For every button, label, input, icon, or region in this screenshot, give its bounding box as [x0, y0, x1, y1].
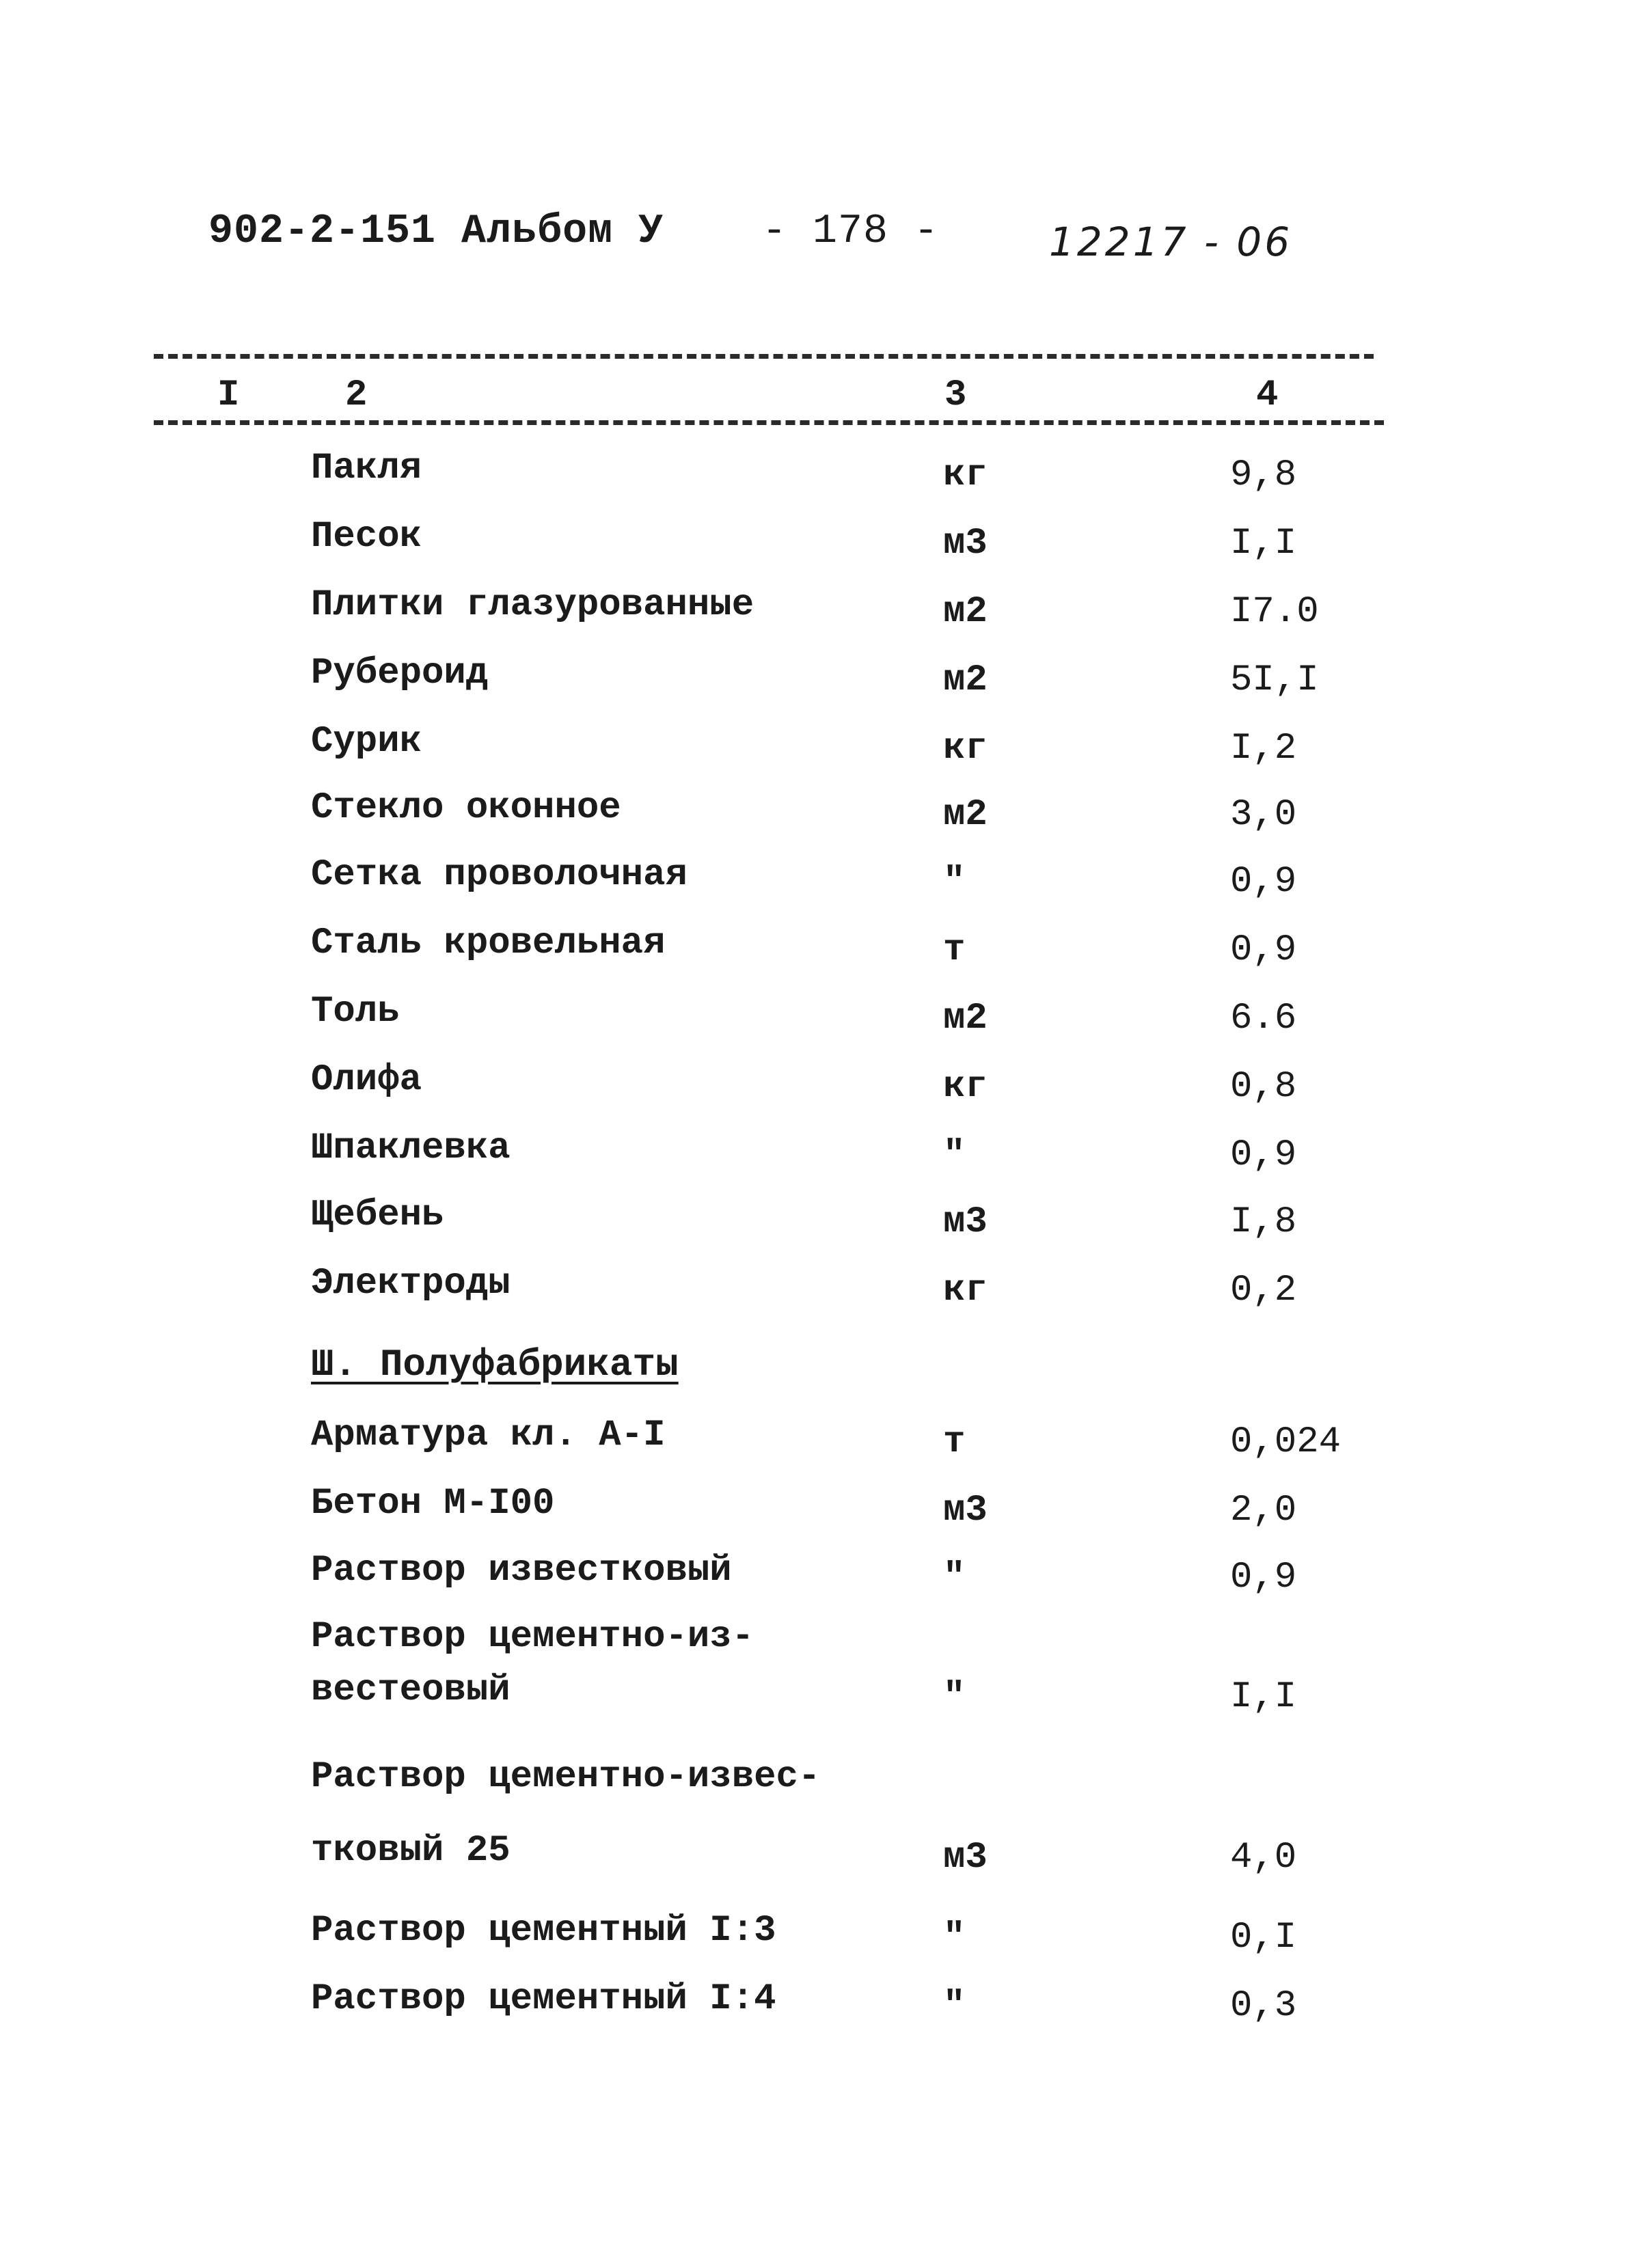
material-unit: ": [943, 1917, 966, 1958]
material-name-line-1: Раствор цементно-извес-: [311, 1756, 821, 1798]
material-name: Раствор цементный I:4: [311, 1978, 776, 2020]
material-unit: м2: [943, 659, 988, 701]
material-unit: м2: [943, 794, 988, 836]
material-unit: м3: [943, 1201, 988, 1243]
handwritten-reference: 12217 - 06: [1049, 219, 1293, 265]
table-row: [0, 1483, 1647, 1544]
table-row: [0, 653, 1647, 714]
material-name: Электроды: [311, 1263, 511, 1304]
material-quantity: 0,2: [1230, 1270, 1297, 1311]
material-quantity: 2,0: [1230, 1490, 1297, 1531]
material-quantity: 0,9: [1230, 861, 1297, 903]
material-quantity: 6.6: [1230, 998, 1297, 1039]
material-unit: кг: [943, 728, 988, 769]
material-unit: ": [943, 1985, 966, 2027]
table-row: [0, 1128, 1647, 1189]
material-unit: кг: [943, 454, 988, 496]
material-quantity: 0,024: [1230, 1421, 1342, 1463]
material-unit: т: [943, 929, 966, 971]
material-quantity: 0,9: [1230, 929, 1297, 971]
document-code: 902-2-151 Альбом У: [208, 208, 664, 255]
material-unit: т: [943, 1421, 966, 1463]
material-unit: кг: [943, 1066, 988, 1108]
material-name-line-1: Раствор цементно-из-: [311, 1616, 754, 1658]
material-quantity: I,2: [1230, 728, 1297, 769]
material-unit: м2: [943, 591, 988, 633]
material-unit: кг: [943, 1270, 988, 1311]
material-quantity: 5I,I: [1230, 659, 1319, 701]
table-row: [0, 584, 1647, 646]
material-unit: м3: [943, 1837, 988, 1878]
material-name: Толь: [311, 991, 400, 1033]
table-row: [0, 991, 1647, 1052]
material-name: Сетка проволочная: [311, 854, 688, 896]
table-row: [0, 448, 1647, 509]
material-name-line-2: вестеовый: [311, 1669, 511, 1711]
material-unit: ": [943, 861, 966, 903]
material-name: Стекло оконное: [311, 787, 621, 829]
material-name: Плитки глазурованные: [311, 584, 754, 626]
section-title: Ш. Полуфабрикаты: [311, 1343, 679, 1386]
material-name: Песок: [311, 516, 422, 558]
table-row: [0, 1550, 1647, 1611]
table-row: [0, 787, 1647, 849]
material-unit: м3: [943, 523, 988, 564]
material-quantity: 0,8: [1230, 1066, 1297, 1108]
material-quantity: 0,9: [1230, 1134, 1297, 1176]
material-name: Бетон М-I00: [311, 1483, 555, 1525]
column-number-4: 4: [1256, 374, 1279, 416]
material-unit: ": [943, 1134, 966, 1176]
table-row: [0, 1263, 1647, 1324]
material-quantity: I7.0: [1230, 591, 1319, 633]
material-name: Пакля: [311, 448, 422, 489]
material-name-line-2: тковый 25: [311, 1830, 511, 1872]
column-number-3: 3: [944, 374, 967, 416]
material-unit: м2: [943, 998, 988, 1039]
table-row: [0, 1415, 1647, 1476]
material-name: Рубероид: [311, 653, 489, 694]
table-top-rule: [154, 354, 1374, 359]
material-quantity: I,8: [1230, 1201, 1297, 1243]
material-name: Раствор цементный I:3: [311, 1910, 776, 1952]
material-name: Сурик: [311, 721, 422, 763]
material-quantity: 0,9: [1230, 1557, 1297, 1598]
material-quantity: 4,0: [1230, 1837, 1297, 1878]
material-quantity: I,I: [1230, 1676, 1297, 1718]
material-quantity: 9,8: [1230, 454, 1297, 496]
table-row: [0, 516, 1647, 577]
material-quantity: I,I: [1230, 523, 1297, 564]
material-quantity: 0,3: [1230, 1985, 1297, 2027]
column-number-2: 2: [345, 374, 368, 416]
material-quantity: 0,I: [1230, 1917, 1297, 1958]
table-row: [0, 1059, 1647, 1121]
table-row: [0, 1194, 1647, 1256]
material-name: Олифа: [311, 1059, 422, 1101]
material-name: Сталь кровельная: [311, 923, 666, 964]
material-unit: м3: [943, 1490, 988, 1531]
table-row: [0, 721, 1647, 782]
material-name: Арматура кл. А-I: [311, 1415, 666, 1456]
material-name: Шпаклевка: [311, 1128, 511, 1169]
table-row: [0, 1978, 1647, 2040]
material-unit: ": [943, 1557, 966, 1598]
material-quantity: 3,0: [1230, 794, 1297, 836]
material-name: Щебень: [311, 1194, 444, 1236]
page-number: - 178 -: [762, 208, 940, 255]
table-row: [0, 1616, 1647, 1739]
table-row: [0, 854, 1647, 916]
material-unit: ": [943, 1676, 966, 1718]
table-row: [0, 1910, 1647, 1971]
material-name: Раствор известковый: [311, 1550, 732, 1591]
column-number-1: I: [217, 374, 240, 416]
table-row: [0, 1756, 1647, 1893]
table-header-rule: [154, 420, 1384, 425]
table-row: [0, 923, 1647, 984]
